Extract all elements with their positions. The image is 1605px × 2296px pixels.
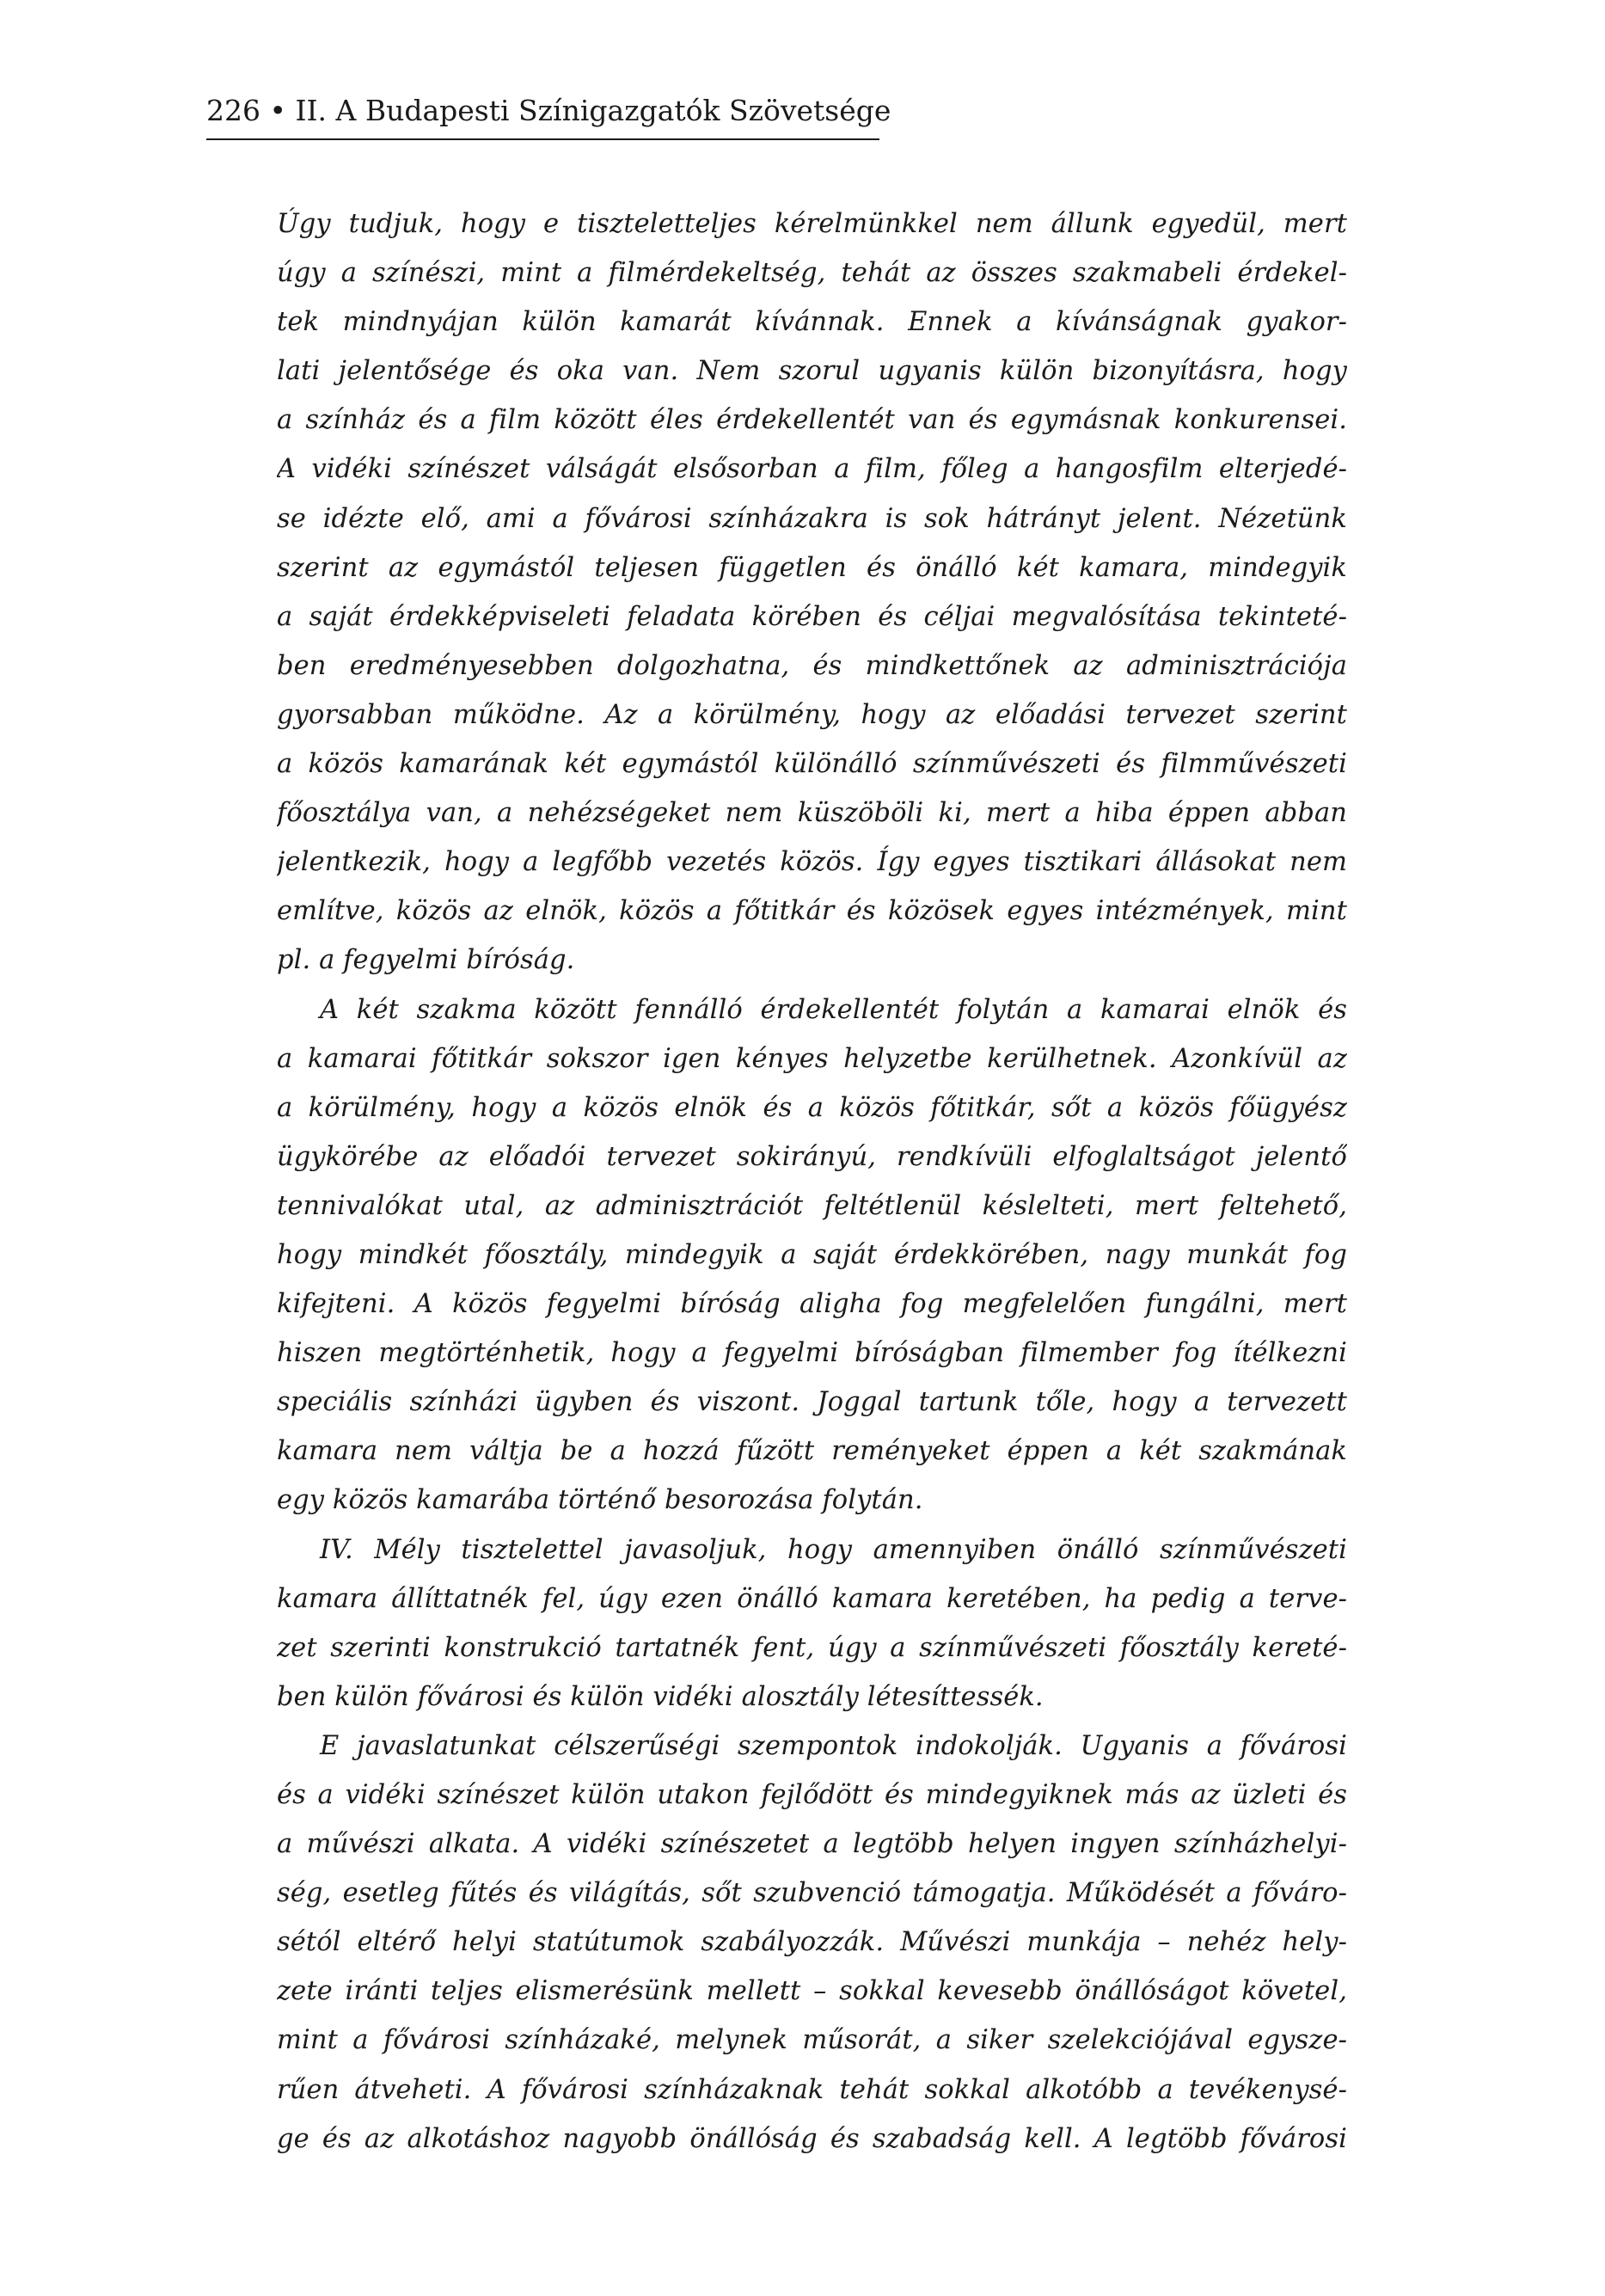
- paragraph: [277, 200, 1347, 985]
- text-line: kifejteni. A közös fegyelmi bíróság aligha fog megfelelően fungálni, mert: [277, 1289, 1347, 1320]
- text-line: szerint az egymástól teljesen független és önálló két kamara, mindegyik: [277, 552, 1347, 583]
- text-line: ügykörébe az előadói tervezet sokirányú, rendkívüli elfoglaltságot jelentő: [277, 1141, 1347, 1172]
- text-line: említve, közös az elnök, közös a főtitkár és közösek egyes intézmények, mint: [277, 896, 1347, 927]
- paragraph: [277, 1526, 1347, 1722]
- text-line: tek mindnyájan külön kamarát kívánnak. Ennek a kívánságnak gyakor-: [277, 307, 1347, 338]
- text-line: a saját érdekképviseleti feladata körében és céljai megvalósítása tekinteté-: [277, 601, 1347, 632]
- text-line: és a vidéki színészet külön utakon fejlődött és mindegyiknek más az üzleti és: [277, 1780, 1347, 1810]
- text-line: jelentkezik, hogy a legfőbb vezetés közös. Így egyes tisztikari állásokat nem: [277, 847, 1347, 878]
- text-line: ben külön fővárosi és külön vidéki alosztály létesíttessék.: [277, 1681, 1044, 1712]
- text-line: rűen átveheti. A fővárosi színházaknak tehát sokkal alkotóbb a tevékenysé-: [277, 2074, 1347, 2105]
- text-line: egy közös kamarába történő besorozása folytán.: [277, 1485, 923, 1516]
- text-line: ben eredményesebben dolgozhatna, és mindkettőnek az adminisztrációja: [277, 650, 1347, 681]
- text-line: ge és az alkotáshoz nagyobb önállóság és szabadság kell. A legtöbb fővárosi: [277, 2123, 1347, 2154]
- text-line: gyorsabban működne. Az a körülmény, hogy az előadási tervezet szerint: [277, 699, 1347, 730]
- text-line: kamara állíttatnék fel, úgy ezen önálló kamara keretében, ha pedig a terve-: [277, 1583, 1347, 1614]
- text-line: sétól eltérő helyi statútumok szabályozzák. Művészi munkája – nehéz hely-: [277, 1927, 1347, 1958]
- text-line: a közös kamarának két egymástól különálló színművészeti és filmművészeti: [277, 749, 1347, 780]
- chapter-title: II. A Budapesti Színigazgatók Szövetsége: [295, 94, 891, 127]
- text-line: kamara nem váltja be a hozzá fűzött reményeket éppen a két szakmának: [277, 1436, 1347, 1467]
- text-line: ség, esetleg fűtés és világítás, sőt szubvenció támogatja. Működését a főváro-: [277, 1878, 1347, 1909]
- text-line: főosztálya van, a nehézségeket nem küszöböli ki, mert a hiba éppen abban: [277, 798, 1347, 829]
- text-line: mint a fővárosi színházaké, melynek műsorát, a siker szelekciójával egysze-: [277, 2025, 1347, 2056]
- text-line: a művészi alkata. A vidéki színészetet a legtöbb helyen ingyen színházhelyi-: [277, 1829, 1347, 1860]
- bullet-separator: •: [269, 94, 286, 127]
- text-line: A két szakma között fennálló érdekellentét folytán a kamarai elnök és: [320, 994, 1347, 1025]
- text-line: hogy mindkét főosztály, mindegyik a saját érdekkörében, nagy munkát fog: [277, 1239, 1347, 1270]
- text-line: a színház és a film között éles érdekellentét van és egymásnak konkurensei.: [277, 405, 1347, 436]
- text-line: tennivalókat utal, az adminisztrációt feltétlenül késlelteti, mert feltehető,: [277, 1190, 1347, 1221]
- text-line: zet szerinti konstrukció tartatnék fent, úgy a színművészeti főosztály kereté-: [277, 1632, 1347, 1663]
- text-line: Úgy tudjuk, hogy e tiszteletteljes kérelmünkkel nem állunk egyedül, mert: [277, 209, 1347, 239]
- text-line: a körülmény, hogy a közös elnök és a közös főtitkár, sőt a közös főügyész: [277, 1092, 1347, 1123]
- paragraph: [277, 1722, 1347, 2164]
- text-line: a kamarai főtitkár sokszor igen kényes helyzetbe kerülhetnek. Azonkívül az: [277, 1043, 1347, 1074]
- text-line: speciális színházi ügyben és viszont. Joggal tartunk tőle, hogy a tervezett: [277, 1387, 1347, 1418]
- text-line: hiszen megtörténhetik, hogy a fegyelmi bíróságban filmember fog ítélkezni: [277, 1338, 1347, 1369]
- text-line: pl. a fegyelmi bíróság.: [277, 945, 575, 976]
- text-line: zete iránti teljes elismerésünk mellett – sokkal kevesebb önállóságot követel,: [277, 1976, 1347, 2007]
- text-line: E javaslatunkat célszerűségi szempontok indokolják. Ugyanis a fővárosi: [320, 1730, 1347, 1761]
- text-line: A vidéki színészet válságát elsősorban a film, főleg a hangosfilm elterjedé-: [277, 454, 1347, 485]
- text-line: IV. Mély tisztelettel javasoljuk, hogy amennyiben önálló színművészeti: [320, 1534, 1347, 1565]
- page-number: 226: [206, 94, 260, 127]
- text-line: lati jelentősége és oka van. Nem szorul ugyanis külön bizonyításra, hogy: [277, 356, 1347, 387]
- body-text: [277, 200, 1347, 2164]
- text-line: úgy a színészi, mint a filmérdekeltség, tehát az összes szakmabeli érdekel-: [277, 258, 1347, 289]
- running-head: [206, 89, 891, 140]
- text-line: se idézte elő, ami a fővárosi színházakra is sok hátrányt jelent. Nézetünk: [277, 503, 1347, 534]
- paragraph: [277, 985, 1347, 1526]
